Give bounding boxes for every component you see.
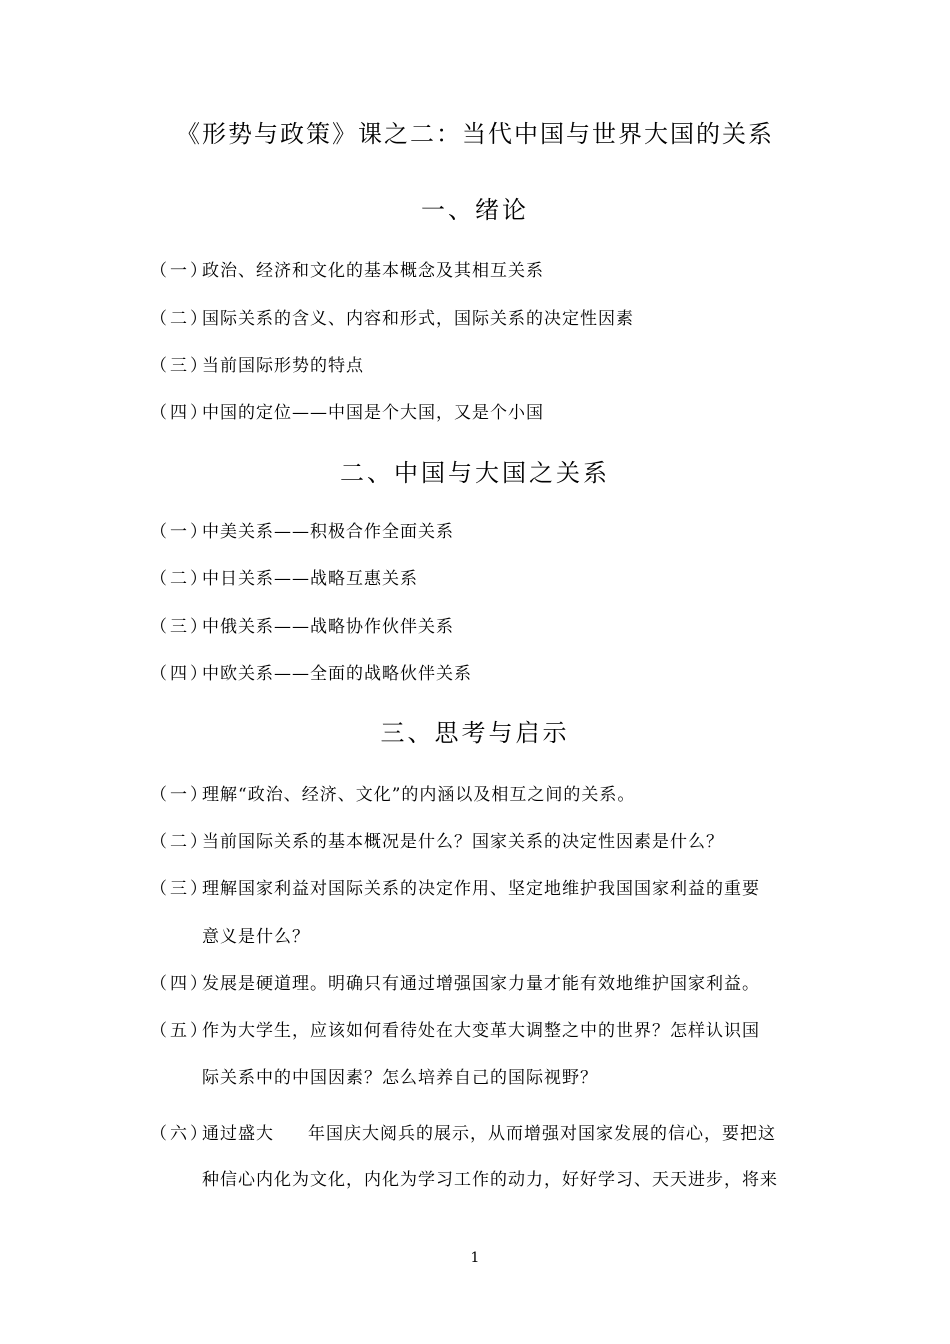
document-title: 《形势与政策》课之二：当代中国与世界大国的关系 [176,120,774,148]
list-item [150,783,635,807]
item-marker: （一） [150,261,210,281]
item-marker: （一） [150,522,210,542]
list-item [150,615,454,639]
item-text: 中国的定位——中国是个大国，又是个小国 [202,403,544,423]
item-continuation: 种信心内化为文化，内化为学习工作的动力，好好学习、天天进步，将来 [202,1170,778,1190]
item-text: 当前国际形势的特点 [202,356,364,376]
list-item [150,830,724,854]
section-heading-introduction: 一、绪论 [421,196,529,224]
item-text: 发展是硬道理。明确只有通过增强国家力量才能有效地维护国家利益。 [202,974,760,994]
item-marker: （三） [150,356,210,376]
list-item [150,520,454,544]
item-text: 当前国际关系的基本概况是什么？国家关系的决定性因素是什么？ [202,832,724,852]
item-marker: （六） [150,1124,210,1144]
list-item [150,354,364,378]
item-text: 政治、经济和文化的基本概念及其相互关系 [202,261,544,281]
item-marker: （三） [150,617,210,637]
item-marker: （四） [150,403,210,423]
list-item [150,1019,760,1043]
list-item [150,307,634,331]
item-text-before-gap: 通过盛大 [202,1124,274,1144]
item-marker: （二） [150,569,210,589]
item-text: 中俄关系——战略协作伙伴关系 [202,617,454,637]
item-text: 作为大学生，应该如何看待处在大变革大调整之中的世界？怎样认识国 [202,1021,760,1041]
item-marker: （一） [150,785,210,805]
item-text: 中美关系——积极合作全面关系 [202,522,454,542]
item-text-after-gap: 年国庆大阅兵的展示，从而增强对国家发展的信心，要把这 [308,1124,776,1144]
list-item [150,662,472,686]
item-text: 中欧关系——全面的战略伙伴关系 [202,664,472,684]
item-marker: （五） [150,1021,210,1041]
list-item [150,259,544,283]
item-marker: （四） [150,974,210,994]
item-marker: （二） [150,309,210,329]
section-heading-china-major-powers: 二、中国与大国之关系 [340,459,610,487]
list-item [150,1122,776,1146]
item-text: 理解国家利益对国际关系的决定作用、坚定地维护我国国家利益的重要 [202,879,760,899]
item-marker: （四） [150,664,210,684]
item-text: 中日关系——战略互惠关系 [202,569,418,589]
item-marker: （三） [150,879,210,899]
section-heading-reflection: 三、思考与启示 [380,719,570,747]
item-continuation: 际关系中的中国因素？怎么培养自己的国际视野？ [202,1068,598,1088]
list-item [150,401,544,425]
list-item [150,877,760,901]
item-marker: （二） [150,832,210,852]
item-text: 理解“政治、经济、文化”的内涵以及相互之间的关系。 [202,785,636,805]
list-item [150,972,760,996]
page-number: 1 [470,1250,480,1266]
item-continuation: 意义是什么？ [202,927,310,947]
list-item [150,567,418,591]
item-text: 国际关系的含义、内容和形式，国际关系的决定性因素 [202,309,634,329]
